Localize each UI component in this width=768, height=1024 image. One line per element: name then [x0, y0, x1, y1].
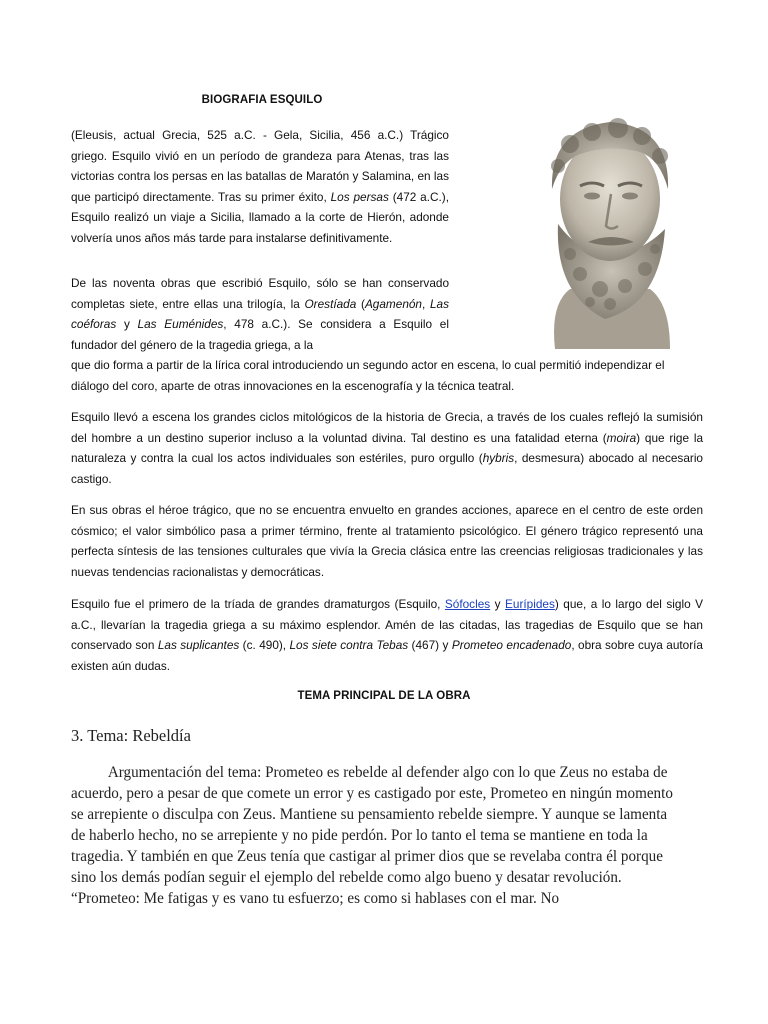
paragraph-2-end: , 478 a.C.). Se considera a Esquilo el fundador del género de la tragedia griega, a la	[71, 317, 449, 352]
paragraph-3-end: , desmesura) abocado al necesario castigo.	[71, 451, 703, 486]
work-title-orestiada: Orestíada	[304, 296, 357, 311]
paragraph-2-continued: que dio forma a partir de la lírica coral introduciendo un segundo actor en escena, lo cual permitió independizar el diálogo del coro, aparte de otras innovaciones en la escenografía y la técnica teatral.	[71, 358, 665, 393]
paragraph-2-mid-3: y	[116, 317, 138, 331]
work-title-las-eumenides: Las Euménides	[137, 317, 224, 331]
link-euripides[interactable]: Eurípides	[505, 597, 555, 611]
scan-heading: 3. Tema: Rebeldía	[71, 726, 191, 745]
paragraph-1-end: (472 a.C.), Esquilo realizó un viaje a Sicilia, llamado a la corte de Hierón, adonde volvería unos años más tarde para instalarse definitivamente.	[71, 189, 449, 245]
paragraph-1-text: (Eleusis, actual Grecia, 525 a.C. - Gela, Sicilia, 456 a.C.) Trágico griego. Esquilo vivió en un período de grandeza para Atenas, tras las victorias contra los persas en las batallas de Maratón y Salamina, en las que participó directamente. Tras su primer éxito,	[71, 128, 449, 204]
paragraph-3	[71, 407, 703, 489]
paragraph-2-mid-1: (	[356, 296, 365, 311]
paragraph-1	[71, 125, 449, 248]
paragraph-5-mid-3: (c. 490),	[239, 638, 290, 652]
work-title-los-siete-contra-tebas: Los siete contra Tebas	[289, 638, 409, 652]
paragraph-5-mid-4: (467) y	[408, 638, 452, 652]
work-title-las-coeforas: Las coéforas	[71, 296, 449, 331]
aeschylus-bust-image	[510, 104, 705, 349]
link-sofocles[interactable]: Sófocles	[444, 597, 491, 611]
work-title-agamenon: Agamenón	[364, 296, 422, 311]
paragraph-2	[71, 273, 449, 355]
section-title: TEMA PRINCIPAL DE LA OBRA	[297, 690, 471, 702]
paragraph-2-start: De las noventa obras que escribió Esquilo, sólo se han conservado completas siete, entre ellas una trilogía, la	[71, 276, 449, 311]
paragraph-3-start: Esquilo llevó a escena los grandes ciclos mitológicos de la historia de Grecia, a través de los cuales reflejó la sumisión del hombre a un destino superior incluso a la voluntad divina. Tal destino es una fatalidad eterna (	[71, 410, 703, 445]
term-moira: moira	[606, 430, 637, 445]
work-title-prometeo-encadenado: Prometeo encadenado	[451, 638, 572, 652]
work-title-las-suplicantes: Las suplicantes	[157, 638, 240, 652]
paragraph-5	[71, 594, 703, 676]
page-title: BIOGRAFIA ESQUILO	[201, 94, 323, 106]
scan-body: Argumentación del tema: Prometeo es rebelde al defender algo con lo que Zeus no estaba de acuerdo, pero a pesar de que comete un error y es castigado por este, Prometeo en ningún momento se arrepiente o disculpa con Zeus. Mantiene su pensamiento rebelde siempre. Y aunque se lamenta de haberlo hecho, no se arrepiente y no pide perdón. Por lo tanto el tema se mantiene en toda la tragedia. Y también en que Zeus tenía que castigar al primer dios que se revelaba contra él porque sino los demás podían seguir el ejemplo del rebelde como algo bueno y desatar revolución. “Prometeo: Me fatigas y es vano tu esfuerzo; es como si hablases con el mar. No	[71, 764, 673, 907]
paragraph-5-start: Esquilo fue el primero de la tríada de grandes dramaturgos (Esquilo,	[71, 597, 445, 611]
paragraph-5-end: , obra sobre cuya autoría existen aún dudas.	[71, 638, 703, 673]
paragraph-5-mid-1: y	[490, 597, 506, 611]
paragraph-3-mid: ) que rige la naturaleza y contra la cual los actos individuales son estériles, puro orgullo (	[71, 430, 703, 465]
paragraph-5-mid-2: ) que, a lo largo del siglo V a.C., llevarían la tragedia griega a su máximo esplendor. Amén de las citadas, las tragedias de Esquilo que se han conservado son	[71, 597, 703, 652]
paragraph-4: En sus obras el héroe trágico, que no se encuentra envuelto en grandes acciones, aparece en el centro de este orden cósmico; el valor simbólico pasa a primer término, frente al tratamiento psicológico. El género trágico representó una perfecta síntesis de las tensiones culturales que vivía la Grecia clásica entre las creencias religiosas tradicionales y las nuevas tendencias racionalistas y democráticas.	[71, 503, 703, 579]
paragraph-2-mid-2: ,	[422, 296, 430, 311]
term-hybris: hybris	[482, 451, 515, 465]
work-title-los-persas: Los persas	[330, 189, 389, 204]
